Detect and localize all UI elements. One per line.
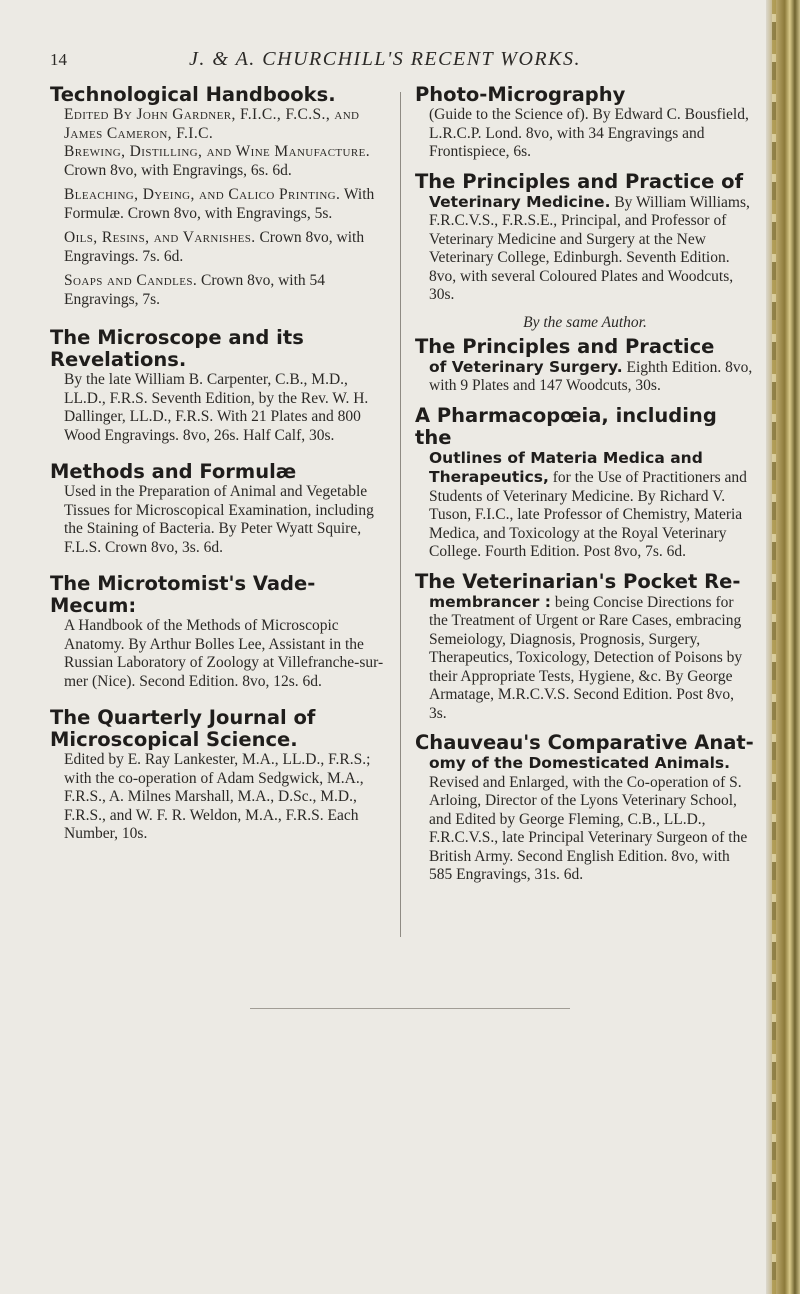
right-column (415, 84, 755, 894)
entry-title: The Principles and Practice (415, 334, 715, 358)
entry-title: The Microscope and its Revelations. (50, 326, 304, 371)
entry-body: Used in the Preparation of Animal and Vegetable Tissues for Microscopical Examination, including the Staining of Bacteria. By Peter Wyatt Squire, F.L.S. Crown 8vo, 3s. 6d. (64, 483, 374, 556)
list-item: Bleaching, Dyeing, and Calico Printing. With Formulæ. Crown 8vo, with Engravings, 5s. (64, 186, 375, 222)
entry-subtitle: membrancer : (429, 592, 551, 611)
page-header (0, 50, 770, 80)
entry-subtitle: Outlines of Materia Medica and Therapeutics, (429, 448, 703, 486)
entry-body: By the late William B. Carpenter, C.B., M.D., LL.D., F.R.S. Seventh Edition, by the Rev. W. H. Dallinger, LL.D., F.R.S. With 21 Plates and 800 Wood Engravings. 8vo, 26s. Half Calf, 30s. (64, 371, 369, 444)
entry-title: The Veterinarian's Pocket Re- (415, 569, 741, 593)
entry-title: The Microtomist's Vade-Mecum: (50, 572, 316, 617)
entry-body: Edited by E. Ray Lankester, M.A., LL.D., F.R.S.; with the co-operation of Adam Sedgwick, M.A., F.R.S., A. Milnes Marshall, M.A., D.Sc., M.D., F.R.S., and W. F. R. Weldon, M.A., F.R.S. Each Number, 10s. (64, 751, 371, 842)
entry-methods-formulae (50, 461, 390, 557)
page-number: 14 (50, 50, 67, 69)
entry-title: Technological Handbooks. (50, 83, 336, 106)
entry-title: The Quarterly Journal of Microscopical Science. (50, 706, 316, 751)
entry-photo-micrography (415, 84, 755, 162)
entry-body: omy of the Domesticated Animals. Revised and Enlarged, with the Co-operation of S. Arloing, Director of the Lyons Veterinary School, and Edited by George Fleming, C.B., LL.D., F.R.C.V.S., late Principal Veterinary Surgeon of the British Army. Second English Edition. 8vo, with 585 Engravings, 31s. 6d. (429, 754, 748, 883)
entry-technological-handbooks (50, 84, 390, 309)
entry-quarterly-journal (50, 707, 390, 844)
entry-title: A Pharmacopœia, including the (415, 403, 717, 449)
entry-editors: Edited By John Gardner, F.I.C., F.C.S., and James Cameron, F.I.C. (64, 106, 360, 142)
entry-subtitle: Veterinary Medicine. (429, 192, 611, 211)
entry-veterinary-surgery (415, 336, 755, 396)
entry-chauveau-anatomy (415, 732, 755, 885)
entry-body: of Veterinary Surgery. Eighth Edition. 8vo, with 9 Plates and 147 Woodcuts, 30s. (429, 357, 753, 394)
entry-title: Methods and Formulæ (50, 460, 297, 483)
entry-body: membrancer : being Concise Directions for the Treatment of Urgent or Rare Cases, embracing Semeiology, Diagnosis, Prognosis, Surgery, Therapeutics, Toxicology, Detection of Poisons by their Appropriate Tests, Hygiene, &c. By George Armatage, M.R.C.V.S. Second Edition. Post 8vo, 3s. (429, 592, 743, 722)
entry-microscope (50, 327, 390, 445)
page-binding-edge (766, 0, 800, 1294)
list-item: Soaps and Candles. Crown 8vo, with 54 Engravings, 7s. (64, 272, 326, 308)
left-column (50, 84, 390, 853)
entry-body: Outlines of Materia Medica and Therapeutics, for the Use of Practitioners and Students of Veterinary Medicine. By Richard V. Tuson, F.I.C., late Professor of Chemistry, Materia Medica, and Toxicology at the Royal Veterinary College. Fourth Edition. Post 8vo, 7s. 6d. (429, 448, 747, 560)
list-item: Brewing, Distilling, and Wine Manufacture. Crown 8vo, with Engravings, 6s. 6d. (64, 143, 371, 179)
entry-title: The Principles and Practice of (415, 169, 744, 193)
bottom-rule (250, 1008, 570, 1009)
entry-body: A Handbook of the Methods of Microscopic Anatomy. By Arthur Bolles Lee, Assistant in the Russian Laboratory of Zoology at Villefranche-sur-mer (Nice). Second Edition. 8vo, 12s. 6d. (64, 617, 384, 690)
entry-pocket-remembrancer (415, 571, 755, 724)
entry-subtitle: of Veterinary Surgery. (429, 357, 623, 376)
entry-veterinary-medicine (415, 171, 755, 305)
entry-microtomist (50, 573, 390, 691)
list-item: Oils, Resins, and Varnishes. Crown 8vo, with Engravings. 7s. 6d. (64, 229, 365, 265)
entry-pharmacopoeia (415, 405, 755, 562)
column-divider (400, 92, 401, 937)
running-title: J. & A. CHURCHILL'S RECENT WORKS. (189, 48, 581, 70)
entry-body: Veterinary Medicine. By William Williams, F.R.C.V.S., F.R.S.E., Principal, and Professor of Veterinary Medicine and Surgery at the New Veterinary College, Edinburgh. Seventh Edition. 8vo, with several Coloured Plates and Woodcuts, 30s. (429, 192, 750, 303)
entry-subtitle: omy of the Domesticated Animals. (429, 754, 731, 772)
entry-title: Photo-Micrography (415, 83, 626, 106)
same-author-note: By the same Author. (523, 313, 647, 331)
entry-body: (Guide to the Science of). By Edward C. Bousfield, L.R.C.P. Lond. 8vo, with 34 Engravings and Frontispiece, 6s. (429, 106, 749, 160)
entry-title: Chauveau's Comparative Anat- (415, 731, 754, 754)
